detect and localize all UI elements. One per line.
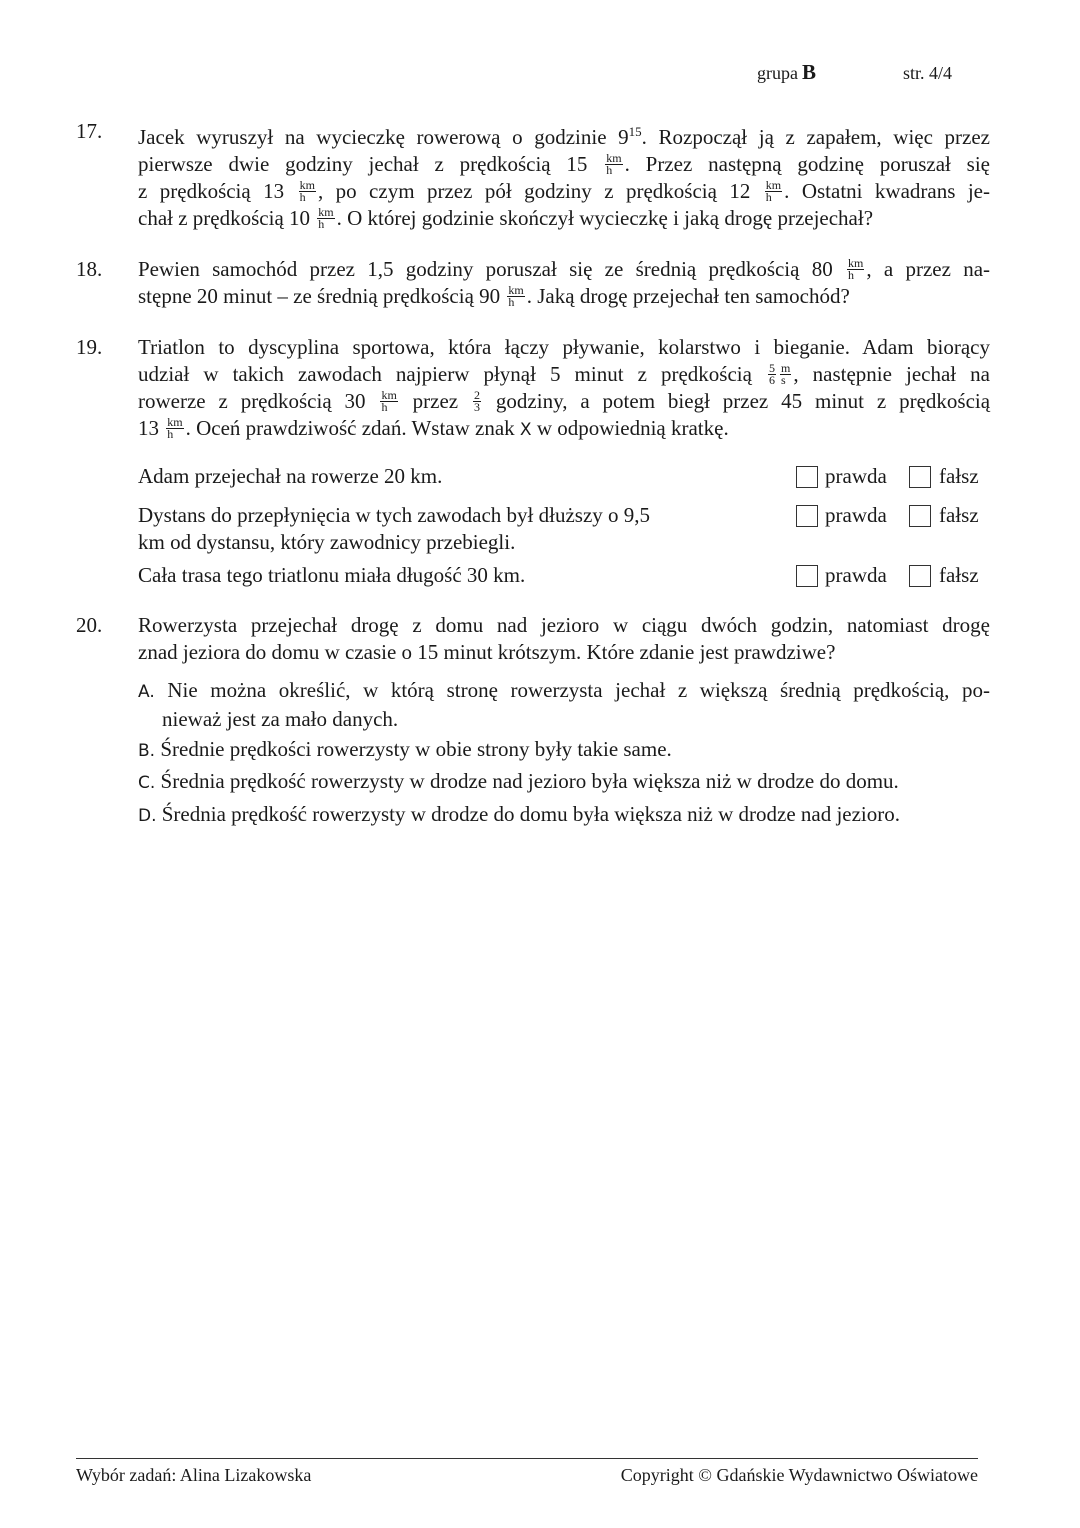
footer-author: Wybór zadań: Alina Lizakowska — [76, 1465, 312, 1485]
true-checkbox[interactable] — [796, 505, 818, 527]
text-line: stępne 20 minut – ze średnią prędkością 90 $\frac{km}{h}$ . Jaką drogę przejechał ten samochód? — [138, 282, 850, 309]
answer-letter: B. — [138, 741, 156, 761]
true-false-choices — [796, 463, 996, 490]
true-label: prawda — [825, 464, 887, 488]
false-checkbox[interactable] — [909, 565, 931, 587]
true-checkbox[interactable] — [796, 565, 818, 587]
task-text — [138, 256, 990, 310]
text-line: Rowerzysta przejechał drogę z domu nad jezioro w ciągu dwóch godzin, natomiast drogę — [138, 613, 990, 637]
false-label: fałsz — [939, 563, 979, 587]
task-number: 19. — [76, 335, 103, 359]
statement-text: Cała trasa tego triatlonu miała długość 30 km. — [138, 563, 526, 587]
false-checkbox[interactable] — [909, 505, 931, 527]
unit-fraction: $\frac{km}{h}$ — [299, 177, 315, 204]
text-line: z prędkością 13 $\frac{km}{h}$ , po czym przez pół godziny z prędkością 12 $\frac{km}{h}$ . Ostatni kwadrans je- — [138, 177, 990, 204]
group-label: grupa B — [757, 60, 816, 84]
answer-option-a[interactable] — [138, 677, 990, 733]
statement-text: Dystans do przepłynięcia w tych zawodach był dłuższy o 9,5 km od dystansu, który zawodnicy przebiegli. — [138, 503, 651, 554]
footer-divider — [76, 1458, 978, 1459]
footer-copyright: Copyright © Gdańskie Wydawnictwo Oświatowe — [620, 1465, 978, 1485]
answer-letter: C. — [138, 773, 156, 793]
unit-fraction: $\frac{km}{h}$ — [765, 177, 782, 204]
unit-fraction: $\frac{km}{h}$ — [508, 282, 524, 309]
fraction-two-thirds: $\frac{2}{3}$ — [474, 387, 481, 414]
text-line: pierwsze dwie godziny jechał z prędkością 15 $\frac{km}{h}$ . Przez następną godzinę poruszał się — [138, 150, 990, 177]
text-line: rowerze z prędkością 30 $\frac{km}{h}$ przez $\frac{2}{3}$ godziny, a potem biegł przez 45 minut z prędkością — [138, 387, 991, 414]
unit-fraction: $\frac{km}{h}$ — [318, 204, 334, 231]
answer-option-c[interactable] — [138, 768, 990, 797]
answer-text: Średnia prędkość rowerzysty w drodze nad jezioro była większa niż w drodze do domu. — [160, 769, 899, 793]
false-checkbox[interactable] — [909, 466, 931, 488]
false-label: fałsz — [939, 503, 979, 527]
text-line: 13 $\frac{km}{h}$ . Oceń prawdziwość zdań. Wstaw znak X w odpowiednią kratkę. — [138, 414, 729, 441]
page-number: str. 4/4 — [903, 63, 953, 83]
true-checkbox[interactable] — [796, 466, 818, 488]
true-false-choices — [796, 502, 996, 529]
text-line: Triatlon to dyscyplina sportowa, która łączy pływanie, kolarstwo i bieganie. Adam biorący — [138, 335, 990, 359]
page-header — [0, 58, 1080, 88]
answer-option-b[interactable] — [138, 736, 990, 765]
answer-text: Średnia prędkość rowerzysty w drodze do domu była większa niż w drodze nad jezioro. — [161, 802, 901, 826]
unit-fraction: $\frac{km}{h}$ — [381, 387, 397, 414]
true-label: prawda — [825, 563, 887, 587]
task-number: 17. — [76, 119, 103, 143]
answer-option-d[interactable] — [138, 801, 990, 830]
task-text — [138, 334, 990, 444]
text-line: Jacek wyruszył na wycieczkę rowerową o godzinie $9^{15}$. Rozpoczął ją z zapałem, więc przez — [138, 124, 990, 149]
true-false-choices — [796, 562, 996, 589]
text-line: Pewien samochód przez 1,5 godziny poruszał się ze średnią prędkością 80 $\frac{km}{h}$ , a przez na- — [138, 255, 991, 282]
unit-fraction: $\frac{km}{h}$ — [848, 255, 864, 282]
answer-letter: D. — [138, 806, 157, 826]
text-line: znad jeziora do domu w czasie o 15 minut krótszym. Które zdanie jest prawdziwe? — [138, 640, 836, 664]
text-line: udział w takich zawodach najpierw płynął 5 minut z prędkością $\frac{5}{6}$ $\frac{m}{s}$ , następnie jechał na — [138, 360, 991, 387]
unit-fraction: $\frac{km}{h}$ — [167, 414, 183, 441]
group-letter: B — [801, 60, 816, 84]
text-line: chał z prędkością 10 $\frac{km}{h}$ . O której godzinie skończył wycieczkę i jaką drogę przejechał? — [138, 204, 874, 231]
unit-fraction: $\frac{km}{h}$ — [606, 150, 622, 177]
answer-text: nieważ jest za mało danych. — [162, 707, 399, 731]
task-text — [138, 612, 990, 666]
answer-text: Średnie prędkości rowerzysty w obie strony były takie same. — [160, 737, 672, 761]
task-number: 20. — [76, 613, 103, 637]
answer-text: Nie można określić, w którą stronę rowerzysta jechał z większą średnią prędkością, po- — [167, 678, 991, 702]
answer-letter: A. — [138, 682, 155, 702]
task-text — [138, 118, 990, 232]
unit-fraction: $\frac{m}{s}$ — [781, 360, 791, 387]
statement-text: Adam przejechał na rowerze 20 km. — [138, 464, 443, 488]
false-label: fałsz — [939, 464, 979, 488]
fraction-five-sixths: $\frac{5}{6}$ — [769, 360, 775, 387]
task-number: 18. — [76, 257, 103, 281]
true-label: prawda — [825, 503, 887, 527]
